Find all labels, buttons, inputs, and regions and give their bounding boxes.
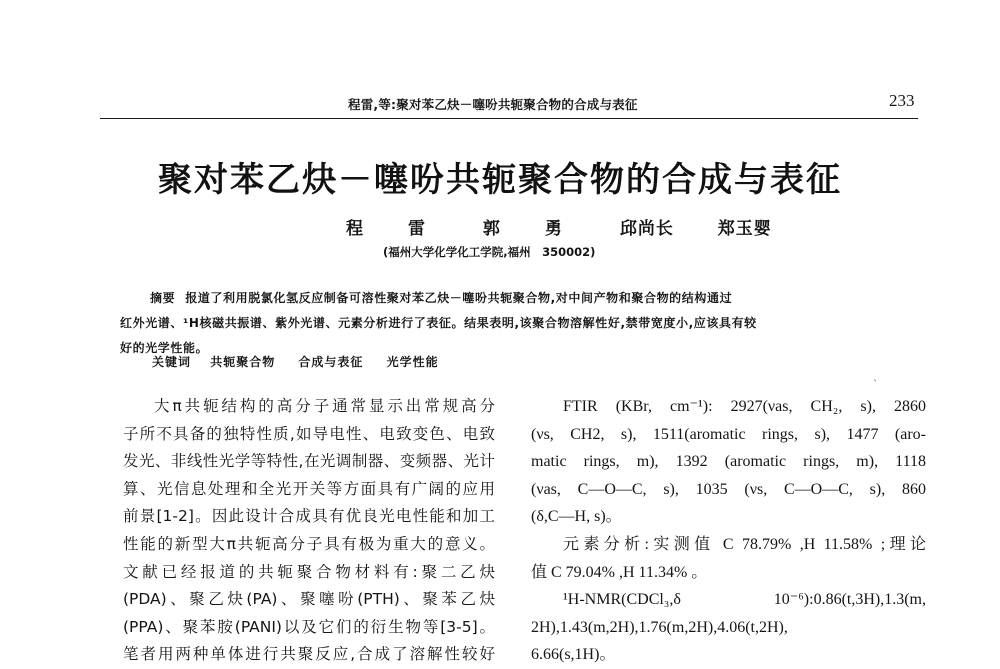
body-line: 笔者用两种单体进行共聚反应,合成了溶解性较好 bbox=[123, 645, 495, 664]
author-name: 郭 勇 bbox=[482, 219, 576, 239]
body-line: 文献已经报道的共轭聚合物材料有:聚二乙炔 bbox=[123, 562, 495, 581]
running-header: 程雷,等:聚对苯乙炔－噻吩共轭聚合物的合成与表征 bbox=[348, 97, 638, 112]
body-line: 性能的新型大π共轭高分子具有极为重大的意义。 bbox=[123, 534, 495, 553]
author-name: 程 雷 bbox=[346, 219, 439, 239]
body-line: 算、光信息处理和全光开关等方面具有广阔的应用 bbox=[123, 479, 495, 498]
body-line: 子所不具备的独特性质,如导电性、电致变色、电致 bbox=[123, 424, 495, 443]
scan-mark: ` bbox=[873, 380, 878, 391]
page-number: 233 bbox=[889, 91, 915, 110]
elemental-line: 元素分析:实测值 C 78.79% ,H 11.58% ;理论 bbox=[563, 535, 926, 553]
author-list bbox=[346, 214, 802, 239]
abstract-line: 好的光学性能。 bbox=[120, 341, 209, 355]
ftir-line: FTIR (KBr, cm⁻¹): 2927(νas, CH₂, s), 2860 bbox=[563, 398, 926, 415]
abstract bbox=[120, 286, 904, 361]
body-left-column bbox=[123, 393, 495, 669]
paper-title: 聚对苯乙炔－噻吩共轭聚合物的合成与表征 bbox=[158, 160, 842, 200]
body-right-column bbox=[531, 393, 926, 669]
affiliation: (福州大学化学化工学院,福州 350002) bbox=[383, 245, 596, 259]
keyword: 共轭聚合物 bbox=[210, 355, 276, 369]
keywords bbox=[152, 353, 457, 370]
author-name: 郑玉婴 bbox=[717, 219, 772, 239]
author-name: 邱尚长 bbox=[619, 219, 674, 239]
ftir-line: (νs, CH2, s), 1511(aromatic rings, s), 1477 (aro- bbox=[531, 425, 926, 443]
abstract-line: 红外光谱、¹H核磁共振谱、紫外光谱、元素分析进行了表征。结果表明,该聚合物溶解性好,禁带宽度小,应该具有较 bbox=[120, 316, 757, 330]
elemental-line: 值 C 79.04% ,H 11.34% 。 bbox=[531, 563, 708, 581]
nmr-line: 2H),1.43(m,2H),1.76(m,2H),4.06(t,2H), bbox=[531, 618, 788, 636]
abstract-label: 摘要 bbox=[150, 291, 176, 305]
header-rule bbox=[100, 118, 918, 119]
nmr-line: 6.66(s,1H)。 bbox=[531, 646, 616, 664]
keyword: 合成与表征 bbox=[298, 355, 364, 369]
body-line: 前景[1-2]。因此设计合成具有优良光电性能和加工 bbox=[123, 507, 495, 526]
ftir-line: (δ,C—H, s)。 bbox=[531, 508, 622, 526]
abstract-line: 摘要 报道了利用脱氯化氢反应制备可溶性聚对苯乙炔－噻吩共轭聚合物,对中间产物和聚合物的结构通过 bbox=[150, 291, 733, 305]
body-line: (PDA)、聚乙炔(PA)、聚噻吩(PTH)、聚苯乙炔 bbox=[123, 590, 495, 609]
ftir-line: (νas, C—O—C, s), 1035 (νs, C—O—C, s), 860 bbox=[531, 480, 926, 498]
keyword: 光学性能 bbox=[386, 355, 439, 369]
body-line: (PPA)、聚苯胺(PANI)以及它们的衍生物等[3-5]。 bbox=[123, 617, 495, 636]
body-line: 大π共轭结构的高分子通常显示出常规高分 bbox=[154, 397, 495, 415]
keywords-label: 关键词 bbox=[152, 355, 192, 369]
ftir-line: matic rings, m), 1392 (aromatic rings, m), 1118 bbox=[531, 453, 926, 471]
nmr-line: ¹H-NMR(CDCl₃,δ 10⁻⁶):0.86(t,3H),1.3(m, bbox=[563, 591, 926, 609]
body-line: 发光、非线性光学等特性,在光调制器、变频器、光计 bbox=[123, 452, 495, 471]
